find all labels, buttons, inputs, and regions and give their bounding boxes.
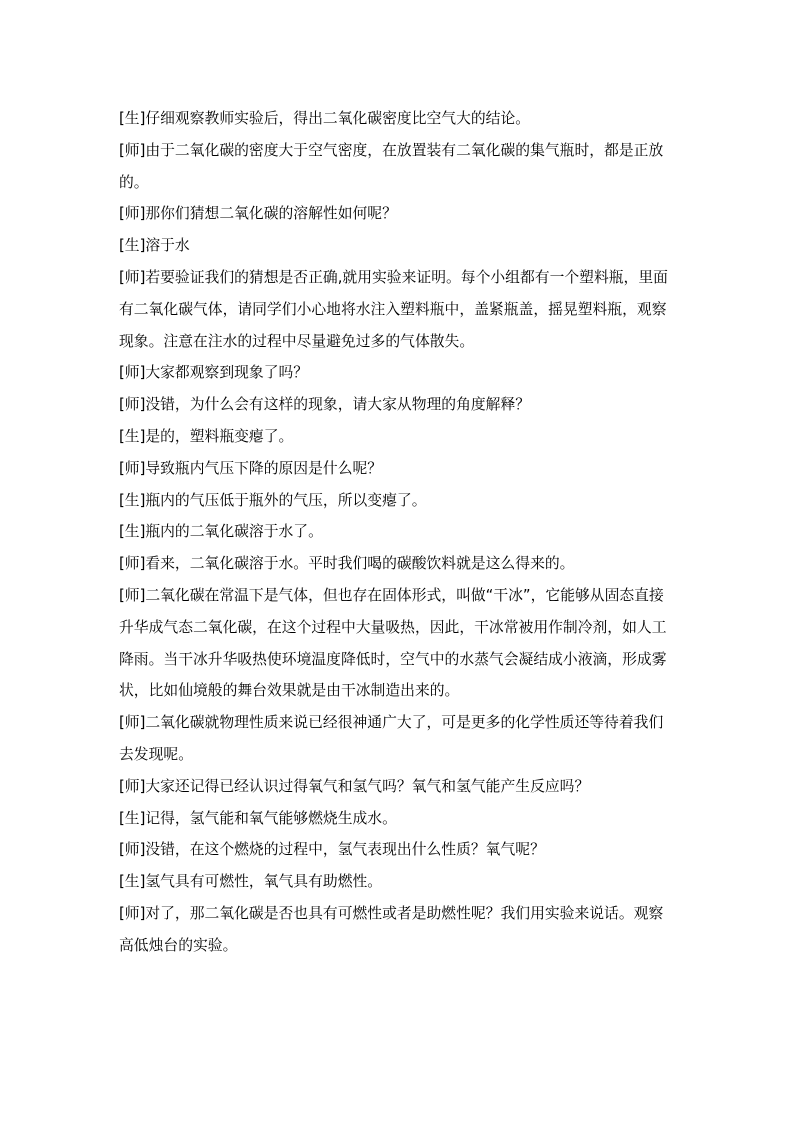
paragraph: [生]仔细观察教师实验后，得出二氧化碳密度比空气大的结论。 (119, 110, 531, 127)
paragraph: [师]大家还记得已经认识过得氧气和氢气吗？氧气和氢气能产生反应吗？ (119, 777, 590, 795)
paragraph: [师]对了，那二氧化碳是否也具有可燃性或者是助燃性呢？我们用实验来说话。观察高低烛台的实验。 (119, 904, 664, 954)
paragraph: [生]溶于水 (119, 237, 190, 255)
paragraph: [生]记得，氢气能和氧气能够燃烧生成水。 (119, 809, 397, 827)
paragraph: [师]那你们猜想二氧化碳的溶解性如何呢？ (119, 205, 397, 223)
paragraph: [师]二氧化碳就物理性质来说已经很神通广大了，可是更多的化学性质还等待着我们去发现呢。 (119, 714, 664, 763)
paragraph: [生]是的，塑料瓶变瘪了。 (119, 427, 294, 445)
document-body (119, 103, 677, 962)
paragraph: [生]瓶内的气压低于瓶外的气压，所以变瘪了。 (119, 491, 427, 509)
paragraph: [师]若要验证我们的猜想是否正确,就用实验来证明。每个小组都有一个塑料瓶，里面有二氧化碳气体，请同学们小心地将水注入塑料瓶中，盖紧瓶盖，摇晃塑料瓶，观察现象。注意在注水的过程中尽量避免过多的气体散失。 (119, 268, 668, 350)
paragraph: [师]看来，二氧化碳溶于水。平时我们喝的碳酸饮料就是这么得来的。 (119, 555, 575, 573)
paragraph: [生]瓶内的二氧化碳溶于水了。 (119, 523, 323, 541)
paragraph: [师]没错，为什么会有这样的现象，请大家从物理的角度解释？ (119, 396, 531, 414)
paragraph: [师]大家都观察到现象了吗？ (119, 364, 309, 382)
paragraph: [师]导致瓶内气压下降的原因是什么呢？ (119, 459, 383, 477)
paragraph: [师]没错，在这个燃烧的过程中，氢气表现出什么性质？氧气呢？ (119, 841, 545, 859)
paragraph: [师]由于二氧化碳的密度大于空气密度，在放置装有二氧化碳的集气瓶时，都是正放的。 (119, 141, 664, 191)
paragraph: [生]氢气具有可燃性，氧气具有助燃性。 (119, 873, 383, 891)
paragraph: [师]二氧化碳在常温下是气体，但也存在固体形式，叫做“干冰”，它能够从固态直接升华成气态二氧化碳，在这个过程中大量吸热，因此，干冰常被用作制冷剂，如人工降雨。当干冰升华吸热使环境温度降低时，空气中的水蒸气会凝结成小液滴，形成雾状，比如仙境般的舞台效果就是由干冰制造出来的。 (119, 586, 667, 700)
